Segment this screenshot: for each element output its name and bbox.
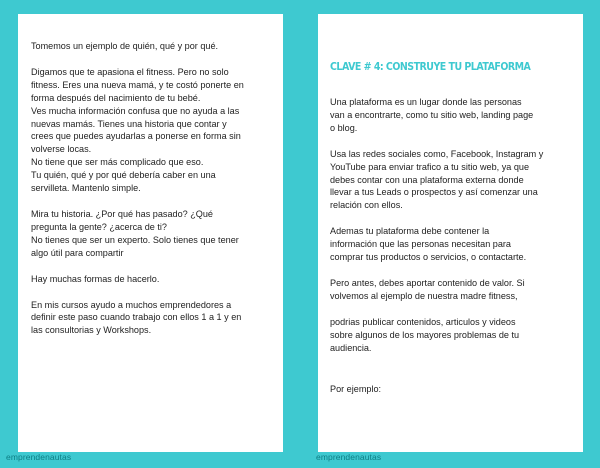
text-line: En mis cursos ayudo a muchos emprendedores a [31,299,232,310]
text-line: Tomemos un ejemplo de quién, qué y por qué. [31,41,219,51]
left-page-body [31,40,276,350]
text-line: Ademas tu plataforma debe contener la [330,226,490,237]
text-line: definir este paso cuando trabajo con ellos 1 a 1 y en [31,312,242,323]
text-line: Por ejemplo: [330,383,382,394]
text-line: audiencia. [330,342,372,353]
left-page [18,14,283,452]
text-line: volvemos al ejemplo de nuestra madre fitness, [330,290,518,301]
text-line: volverse locas. [31,144,92,155]
text-line: Tu quién, qué y por qué debería caber en una [31,170,216,181]
paragraph [31,273,276,286]
text-line: información que las personas necesitan para [330,239,511,250]
text-line: Digamos que te apasiona el fitness. Pero no solo [31,66,229,77]
paragraph [31,66,276,195]
text-line: YouTube para enviar trafico a tu sitio web, ya que [330,161,530,172]
paragraph [330,96,577,135]
footer-brand-right: emprendenautas [316,452,382,462]
section-title: CLAVE # 4: CONSTRUYE TU PLATAFORMA [330,60,531,73]
text-line: Una plataforma es un lugar donde las personas [330,97,522,107]
text-line: Pero antes, debes aportar contenido de valor. Si [330,277,525,288]
text-line: debes contar con una plataforma externa donde [330,174,524,185]
text-line: Mira tu historia. ¿Por qué has pasado? ¿Qué [31,208,213,219]
text-line: comprar tus productos o servicios, o contactarte. [330,252,527,263]
text-line: No tiene que ser más complicado que eso. [31,157,204,168]
text-line: algo útil para compartir [31,247,124,258]
text-line: relación con ellos. [330,200,403,211]
paragraph [330,277,577,303]
text-line: sobre algunos de los mayores problemas de tu [330,329,520,340]
text-line: Ves mucha información confusa que no ayuda a las [31,105,240,116]
text-line: forma después del nacimiento de tu bebé. [31,92,201,103]
paragraph [31,208,276,260]
footer-brand-left: emprendenautas [6,452,72,462]
text-line: o blog. [330,122,358,133]
text-line: Hay muchas formas de hacerlo. [31,273,160,284]
paragraph [330,316,577,355]
text-line: podrias publicar contenidos, articulos y videos [330,316,516,327]
text-line: pregunta la gente? ¿acerca de ti? [31,221,167,232]
text-line: crees que puedes ayudarlas a ponerse en forma sin [31,131,241,142]
text-line: servilleta. Mantenlo simple. [31,183,141,194]
text-line: llevar a tus Leads o prospectos y así comenzar una [330,187,538,198]
text-line: fitness. Eres una nueva mamá, y te costó ponerte en [31,79,244,90]
paragraph [330,148,577,213]
paragraph [330,383,577,396]
text-line: van a encontrarte, como tu sitio web, landing page [330,109,534,120]
paragraph [330,225,577,264]
paragraph [31,40,276,53]
right-page [318,14,583,452]
text-line: Usa las redes sociales como, Facebook, Instagram y [330,148,544,159]
text-line: las consultorias y Workshops. [31,325,152,336]
paragraph [31,299,276,338]
text-line: No tienes que ser un experto. Solo tienes que tener [31,234,239,245]
right-page-body [330,96,577,408]
text-line: nuevas mamás. Tienes una historia que contar y [31,118,227,129]
